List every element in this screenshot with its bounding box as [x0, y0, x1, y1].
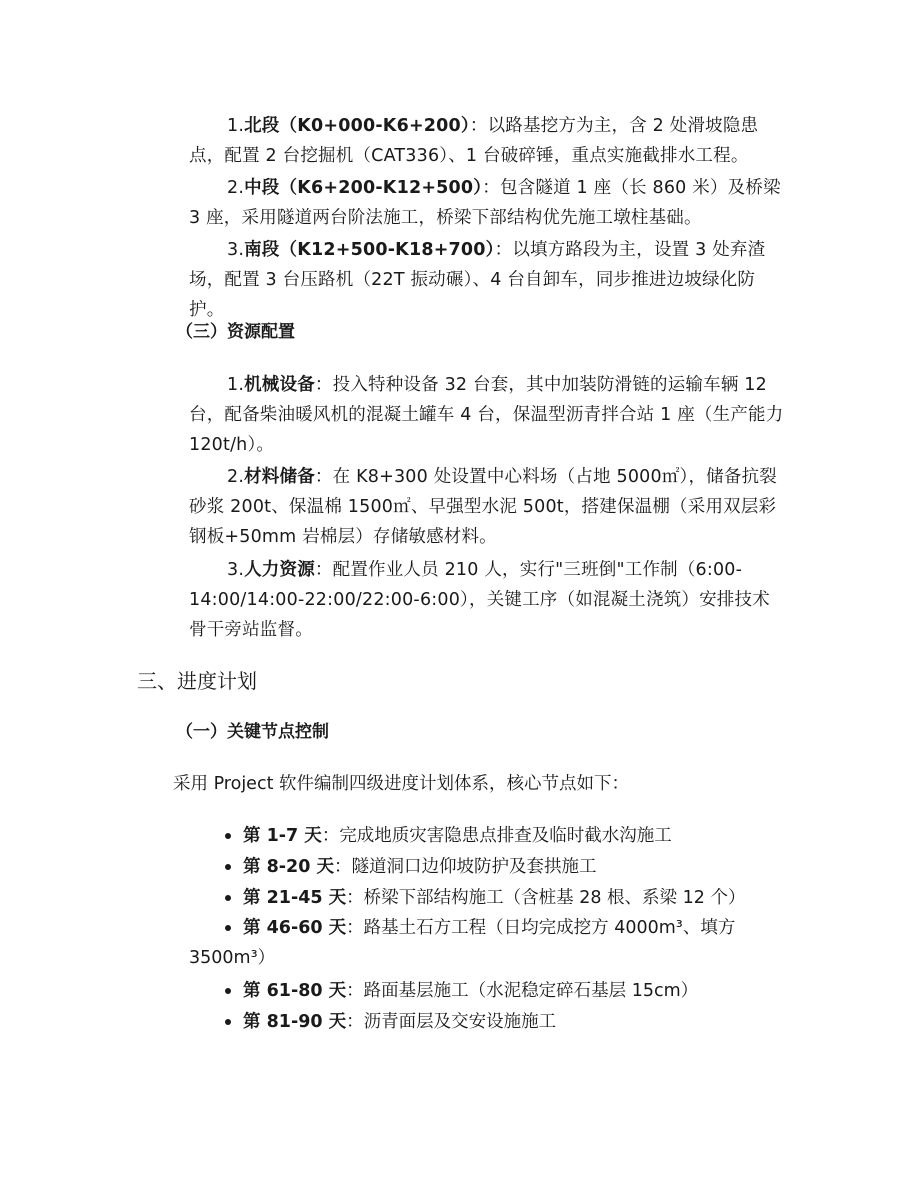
- item-text: ：以路基挖方为主，含 2 处滑坡隐患点，配置 2 台挖掘机（CAT336）、1 台破碎锤，重点实施截排水工程。: [189, 116, 759, 166]
- item-number: 1.: [227, 375, 245, 395]
- item-number: 2.: [227, 467, 245, 487]
- item-text: ：以填方路段为主，设置 3 处弃渣场，配置 3 台压路机（22T 振动碾）、4 台自卸车，同步推进边坡绿化防护。: [189, 240, 766, 320]
- item-number: 2.: [227, 178, 245, 198]
- item-text: ：包含隧道 1 座（长 860 米）及桥梁 3 座，采用隧道两台阶法施工，桥梁下部结构优先施工墩柱基础。: [189, 178, 781, 228]
- milestone-title: 第 61-80 天: [243, 981, 347, 1001]
- list-item: [189, 1007, 787, 1037]
- resource-item-machinery: [189, 370, 787, 460]
- section-item-south: [189, 235, 787, 325]
- milestone-title: 第 81-90 天: [243, 1012, 347, 1032]
- list-item: [189, 883, 787, 913]
- milestone-text: ：沥青面层及交安设施施工: [346, 1012, 557, 1032]
- list-item: [189, 821, 787, 851]
- milestone-text: ：路基土石方工程（日均完成挖方 4000m³、填方 3500m³）: [189, 918, 736, 968]
- item-text: ：投入特种设备 32 台套，其中加装防滑链的运输车辆 12 台，配备柴油暖风机的混凝土罐车 4 台，保温型沥青拌合站 1 座（生产能力 120t/h）。: [189, 375, 784, 455]
- milestones-heading: （一）关键节点控制: [176, 722, 329, 742]
- item-number: 1.: [227, 116, 245, 136]
- section-item-middle: [189, 173, 787, 233]
- resource-item-materials: [189, 462, 787, 552]
- milestone-title: 第 46-60 天: [243, 918, 347, 938]
- item-title: 中段（K6+200-K12+500）: [244, 178, 483, 198]
- schedule-heading: 三、进度计划: [137, 669, 257, 693]
- item-title: 人力资源: [244, 560, 315, 580]
- milestone-title: 第 8-20 天: [243, 857, 334, 877]
- item-text: ：配置作业人员 210 人，实行"三班倒"工作制（6:00-14:00/14:00-22:00/22:00-6:00），关键工序（如混凝土浇筑）安排技术骨干旁站监督。: [189, 560, 770, 640]
- resources-heading: （三）资源配置: [176, 322, 295, 342]
- item-title: 机械设备: [244, 375, 315, 395]
- milestone-text: ：完成地质灾害隐患点排查及临时截水沟施工: [321, 826, 672, 846]
- list-item: [189, 913, 787, 973]
- list-item: [189, 852, 787, 882]
- resource-item-labor: [189, 555, 787, 645]
- milestone-title: 第 21-45 天: [243, 888, 347, 908]
- milestones-intro: 采用 Project 软件编制四级进度计划体系，核心节点如下：: [173, 774, 629, 794]
- item-title: 材料储备: [244, 467, 315, 487]
- item-title: 北段（K0+000-K6+200）: [244, 116, 470, 136]
- item-number: 3.: [227, 240, 245, 260]
- item-title: 南段（K12+500-K18+700）: [244, 240, 495, 260]
- milestone-title: 第 1-7 天: [243, 826, 322, 846]
- milestone-text: ：隧道洞口边仰坡防护及套拱施工: [333, 857, 597, 877]
- milestone-text: ：桥梁下部结构施工（含桩基 28 根、系梁 12 个）: [346, 888, 746, 908]
- milestone-text: ：路面基层施工（水泥稳定碎石基层 15cm）: [346, 981, 699, 1001]
- section-item-north: [189, 111, 787, 171]
- item-text: ：在 K8+300 处设置中心料场（占地 5000㎡），储备抗裂砂浆 200t、保温棉 1500㎡、早强型水泥 500t，搭建保温棚（采用双层彩钢板+50mm 岩棉层）存储敏感材料。: [189, 467, 777, 547]
- item-number: 3.: [227, 560, 245, 580]
- list-item: [189, 976, 787, 1006]
